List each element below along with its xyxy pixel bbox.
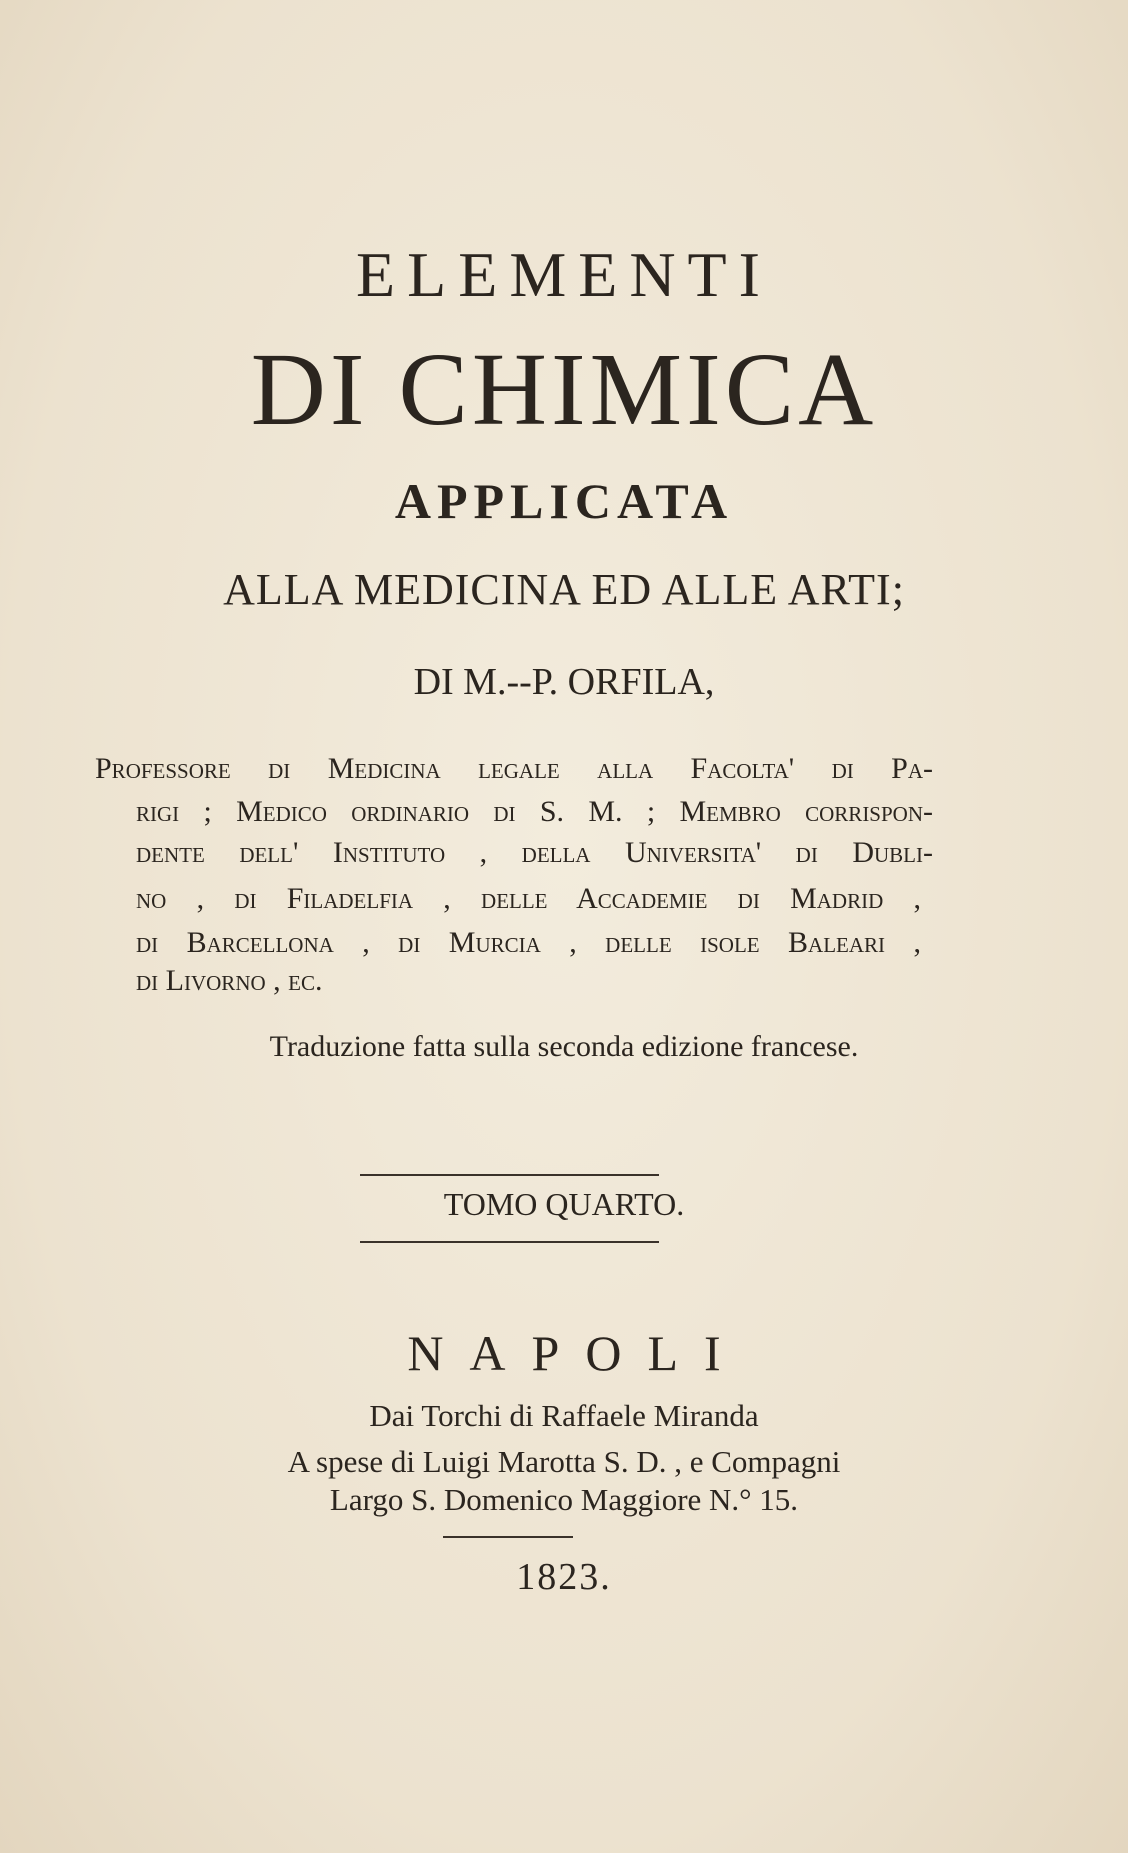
author: DI M.--P. ORFILA, bbox=[413, 661, 715, 703]
year-rule bbox=[443, 1536, 573, 1538]
imprint-publisher: A spese di Luigi Marotta S. D. , e Compagni bbox=[287, 1444, 841, 1479]
top-rule bbox=[360, 1174, 659, 1176]
title-line-4: ALLA MEDICINA ED ALLE ARTI; bbox=[223, 565, 905, 614]
credentials-line: no , di Filadelfia , delle Accademie di Madrid , bbox=[136, 882, 921, 915]
credentials-line: di Barcellona , di Murcia , delle isole Baleari , bbox=[136, 926, 921, 959]
title-line-2: DI CHIMICA bbox=[250, 332, 878, 447]
credentials-line: di Livorno , ec. bbox=[136, 964, 323, 997]
imprint-address: Largo S. Domenico Maggiore N.° 15. bbox=[329, 1482, 799, 1517]
imprint-city: NAPOLI bbox=[407, 1325, 747, 1381]
credentials-line: Professore di Medicina legale alla Facolta' di Pa- bbox=[95, 752, 933, 785]
credentials-line: rigi ; Medico ordinario di S. M. ; Membro corrispon- bbox=[136, 795, 933, 828]
bottom-rule bbox=[360, 1241, 659, 1243]
title-line-3: APPLICATA bbox=[394, 473, 734, 529]
imprint-printer: Dai Torchi di Raffaele Miranda bbox=[369, 1398, 759, 1433]
credentials-line: dente dell' Instituto , della Universita' di Dubli- bbox=[136, 836, 933, 869]
imprint-year: 1823. bbox=[516, 1556, 612, 1598]
volume: TOMO QUARTO. bbox=[443, 1186, 685, 1222]
title-line-1: ELEMENTI bbox=[356, 239, 772, 310]
translation-note: Traduzione fatta sulla seconda edizione francese. bbox=[269, 1030, 859, 1063]
